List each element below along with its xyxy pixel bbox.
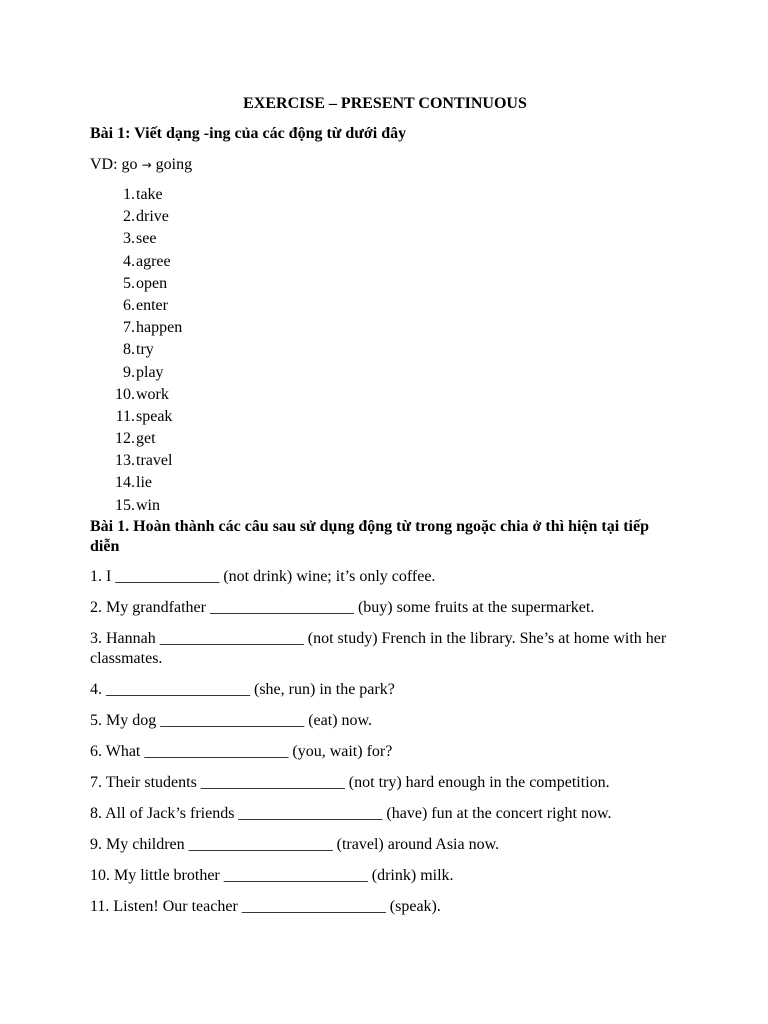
section-2-heading: Bài 1. Hoàn thành các câu sau sử dụng động từ trong ngoặc chia ở thì hiện tại tiếp diễn <box>90 517 649 555</box>
item-word: get <box>136 430 156 448</box>
question-item: 2. My grandfather __________________ (buy) some fruits at the supermarket. <box>90 598 595 616</box>
question-item: 9. My children __________________ (travel) around Asia now. <box>90 835 500 853</box>
document-page <box>90 94 680 928</box>
list-item <box>90 228 680 250</box>
list-item <box>90 428 680 450</box>
item-number: 8. <box>123 341 135 359</box>
item-word: play <box>136 363 164 381</box>
question-item: 1. I _____________ (not drink) wine; it’s only coffee. <box>90 567 436 585</box>
list-item <box>90 251 680 273</box>
item-number: 9. <box>123 363 135 381</box>
question-item: 4. __________________ (she, run) in the park? <box>90 680 395 698</box>
arrow-icon: → <box>141 158 152 172</box>
item-word: agree <box>136 252 171 270</box>
list-item <box>90 184 680 206</box>
example-prefix: VD: go <box>90 156 138 173</box>
question-item: 11. Listen! Our teacher __________________ (speak). <box>90 897 441 915</box>
list-item <box>90 472 680 494</box>
item-number: 1. <box>123 186 135 203</box>
item-word: see <box>136 230 157 248</box>
question-item: 7. Their students __________________ (not try) hard enough in the competition. <box>90 773 610 791</box>
item-number: 12. <box>115 430 135 448</box>
list-item <box>90 495 680 517</box>
list-item <box>90 295 680 317</box>
list-item <box>90 384 680 406</box>
item-number: 4. <box>123 252 135 270</box>
verb-list <box>90 184 680 517</box>
item-word: win <box>136 496 160 514</box>
example-suffix: going <box>155 156 193 173</box>
item-number: 6. <box>123 296 135 314</box>
list-item <box>90 317 680 339</box>
item-word: travel <box>136 452 173 470</box>
list-item <box>90 450 680 472</box>
list-item <box>90 339 680 361</box>
item-word: speak <box>136 407 173 425</box>
item-word: drive <box>136 208 169 226</box>
item-number: 13. <box>115 452 135 470</box>
item-number: 2. <box>123 208 135 226</box>
item-word: open <box>136 274 168 292</box>
question-item: 5. My dog __________________ (eat) now. <box>90 711 373 729</box>
item-number: 14. <box>115 474 135 492</box>
item-word: try <box>136 341 154 359</box>
list-item <box>90 362 680 384</box>
list-item <box>90 273 680 295</box>
item-number: 3. <box>123 230 135 248</box>
item-word: lie <box>136 474 152 492</box>
document-title: EXERCISE – PRESENT CONTINUOUS <box>243 95 527 112</box>
item-number: 11. <box>115 407 135 425</box>
question-item: 8. All of Jack’s friends __________________ (have) fun at the concert right now. <box>90 804 612 822</box>
item-word: enter <box>136 296 168 314</box>
item-word: take <box>136 186 163 203</box>
item-number: 10. <box>115 385 135 403</box>
list-item <box>90 206 680 228</box>
item-number: 5. <box>123 274 135 292</box>
example-line <box>90 155 680 175</box>
question-item: 10. My little brother __________________ (drink) milk. <box>90 866 454 884</box>
item-number: 15. <box>115 496 135 514</box>
question-item: 6. What __________________ (you, wait) for? <box>90 742 393 760</box>
list-item <box>90 406 680 428</box>
item-word: happen <box>136 319 183 337</box>
item-word: work <box>136 385 169 403</box>
item-number: 7. <box>123 319 135 337</box>
question-item: 3. Hannah __________________ (not study) French in the library. She’s at home with her classmates. <box>90 629 667 667</box>
section-1-heading: Bài 1: Viết dạng -ing của các động từ dưới đây <box>90 125 407 142</box>
